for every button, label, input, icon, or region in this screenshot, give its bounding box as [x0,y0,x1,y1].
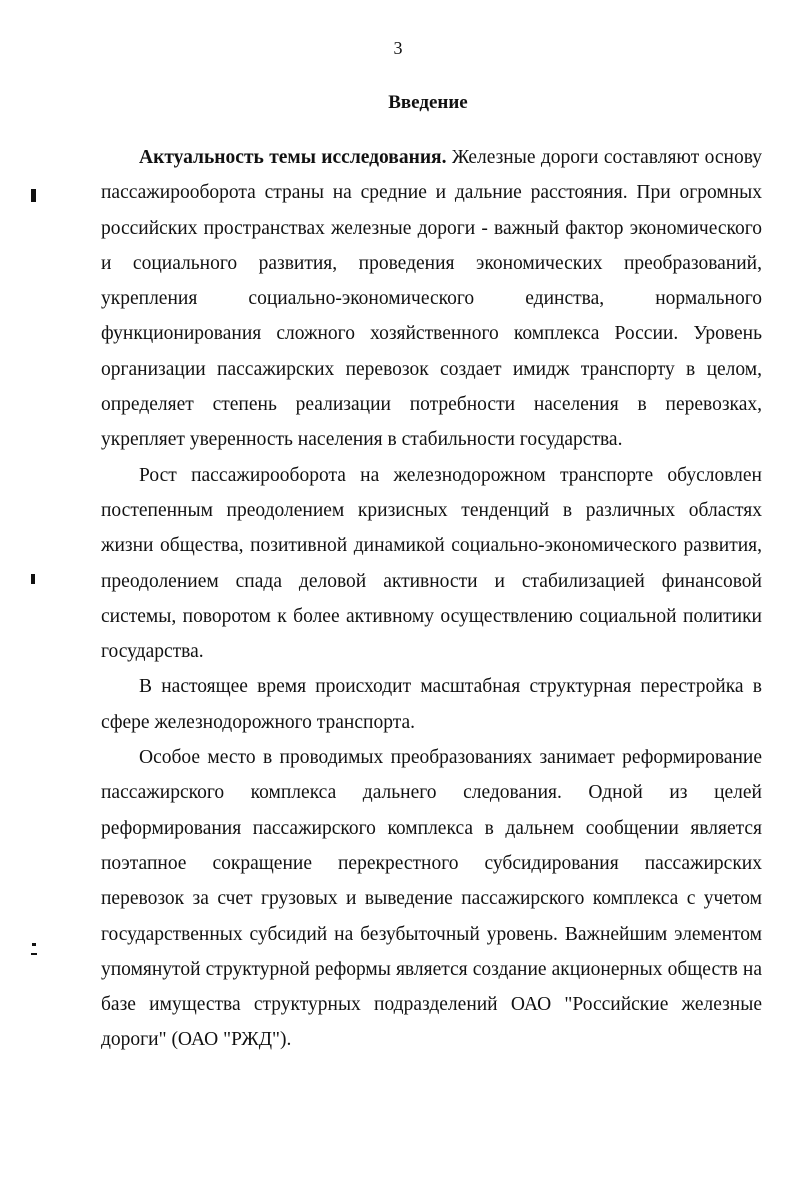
scan-mark [31,953,37,955]
paragraph-growth: Рост пассажирооборота на железнодорожном транспорте обусловлен постепенным преодолением кризисных тенденций в различных областях жизни общества, позитивной динамикой социально-экономического развития, преодолением спада деловой активности и стабилизацией финансовой системы, поворотом к более активному осуществлению социальной политики государства. [101,464,762,663]
page-number: 3 [393,38,403,58]
paragraph-text: Железные дороги составляют основу пассажирооборота страны на средние и дальние расстояния. При огромных российских пространствах железные дороги - важный фактор экономического и социального развития, проведения экономических преобразований, укрепления социально-экономического единства, нормального функционирования сложного хозяйственного комплекса России. Уровень организации пассажирских перевозок создает имидж транспорту в целом, определяет степень реализации потребности населения в перевозках, укрепляет уверенность населения в стабильности государства. [101,147,762,451]
document-body [101,140,762,1058]
page-title: Введение [388,92,468,113]
paragraph-restructuring: В настоящее время происходит масштабная структурная перестройка в сфере железнодорожного транспорта. [101,676,762,733]
scan-mark [31,189,36,202]
paragraph-reform: Особое место в проводимых преобразованиях занимает реформирование пассажирского комплекса дальнего следования. Одной из целей реформирования пассажирского комплекса в дальнем сообщении является поэтапное сокращение перекрестного субсидирования пассажирских перевозок за счет грузовых и выведение пассажирского комплекса с учетом государственных субсидий на безубыточный уровень. Важнейшим элементом упомянутой структурной реформы является создание акционерных обществ на базе имущества структурных подразделений ОАО "Российские железные дороги" (ОАО "РЖД"). [101,747,762,1051]
paragraph-relevance [101,140,762,458]
paragraph-lead: Актуальность темы исследования. [139,147,447,168]
scan-mark [31,574,35,584]
scan-mark [32,943,36,946]
